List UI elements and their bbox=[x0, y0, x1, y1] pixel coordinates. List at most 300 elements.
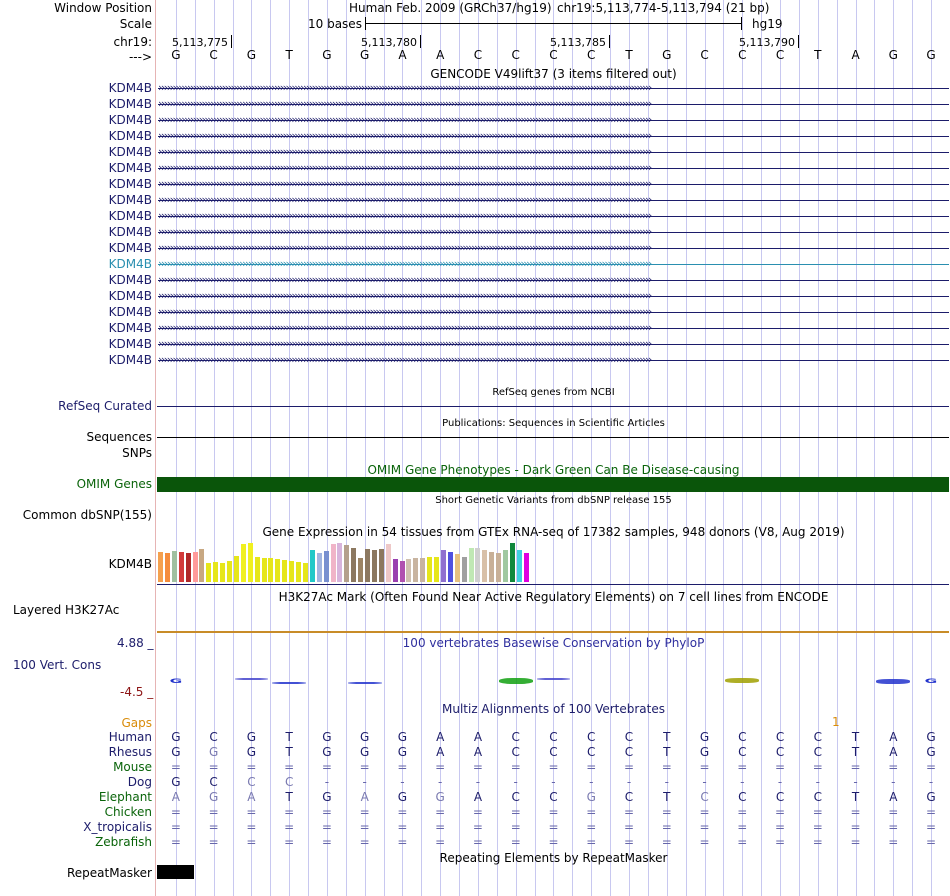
base-letter: C bbox=[738, 790, 747, 804]
gtex-tissue-bar[interactable] bbox=[227, 561, 232, 582]
base-letter: T bbox=[663, 745, 671, 759]
base-letter: C bbox=[473, 48, 483, 62]
base-letter: A bbox=[851, 48, 860, 62]
gtex-tissue-bar[interactable] bbox=[413, 558, 418, 582]
gtex-tissue-bar[interactable] bbox=[248, 543, 253, 582]
gtex-tissue-bar[interactable] bbox=[241, 544, 246, 582]
base-letter: C bbox=[624, 745, 634, 759]
conservation-glyph bbox=[235, 678, 269, 680]
gtex-tissue-bar[interactable] bbox=[255, 557, 260, 582]
gtex-tissue-bar[interactable] bbox=[179, 552, 184, 582]
strand-chevron-icon: ›››››››››››››››››››››››››››››››››››››››››››››››››››››››››››››››››››››››››››››››››››››››››››››››››››››››››››››››››››››››››››››››››››››››››››››››››››››››››››››››››››››››››› bbox=[158, 289, 651, 302]
base-letter: = bbox=[359, 820, 370, 834]
base-letter: C bbox=[587, 745, 596, 759]
scale-bar-right-tick bbox=[741, 17, 742, 30]
conservation-glyph: G bbox=[924, 676, 938, 685]
base-letter: - bbox=[626, 775, 632, 789]
gtex-tissue-bar[interactable] bbox=[475, 548, 480, 582]
base-letter: A bbox=[436, 48, 445, 62]
gtex-tissue-bar[interactable] bbox=[234, 556, 239, 582]
snps-label[interactable]: SNPs bbox=[122, 446, 152, 460]
gencode-transcript-label[interactable]: KDM4B bbox=[108, 289, 152, 303]
base-letter: C bbox=[549, 730, 558, 744]
gtex-tissue-bar[interactable] bbox=[158, 552, 163, 582]
gencode-transcript[interactable] bbox=[158, 352, 949, 368]
base-letter: G bbox=[586, 790, 596, 804]
gencode-transcript[interactable] bbox=[158, 160, 949, 176]
base-letter: C bbox=[700, 48, 709, 62]
base-letter: - bbox=[928, 775, 934, 789]
conservation-min: -4.5 _ bbox=[120, 685, 154, 699]
scale-db: hg19 bbox=[752, 17, 783, 31]
base-letter: = bbox=[321, 820, 332, 834]
gtex-tissue-bar[interactable] bbox=[427, 557, 432, 582]
base-letter: = bbox=[812, 835, 823, 849]
base-letter: = bbox=[510, 820, 521, 834]
base-letter: C bbox=[511, 790, 520, 804]
gtex-tissue-bar[interactable] bbox=[393, 559, 398, 582]
base-letter: = bbox=[548, 805, 559, 819]
base-letter: = bbox=[170, 805, 181, 819]
gencode-transcript[interactable] bbox=[158, 272, 949, 288]
base-letter: = bbox=[284, 805, 295, 819]
h3k27ac-track-title[interactable]: H3K27Ac Mark (Often Found Near Active Regulatory Elements) on 7 cell lines from ENCODE bbox=[278, 590, 829, 604]
repeatmasker-track-label[interactable]: RepeatMasker bbox=[66, 866, 152, 880]
base-letter: A bbox=[171, 790, 180, 804]
gencode-transcript[interactable] bbox=[158, 128, 949, 144]
gtex-tissue-bar[interactable] bbox=[503, 550, 508, 582]
base-letter: G bbox=[435, 790, 445, 804]
base-letter: = bbox=[472, 820, 483, 834]
gtex-tissue-bar[interactable] bbox=[462, 557, 467, 582]
base-letter: G bbox=[662, 48, 672, 62]
gtex-tissue-bar[interactable] bbox=[406, 559, 411, 582]
gtex-tissue-bar[interactable] bbox=[455, 554, 460, 582]
base-letter: = bbox=[246, 805, 257, 819]
base-letter: T bbox=[625, 48, 633, 62]
base-letter: A bbox=[889, 790, 898, 804]
strand-chevron-icon: ›››››››››››››››››››››››››››››››››››››››››››››››››››››››››››››››››››››››››››››››››››››››››››››››››››››››››››››››››››››››››››››››››››››››››››››››››››››››››››››››››››››››››› bbox=[158, 257, 651, 270]
gtex-tissue-bar[interactable] bbox=[517, 550, 522, 582]
gtex-tissue-bar[interactable] bbox=[199, 549, 204, 582]
gencode-transcript[interactable] bbox=[158, 240, 949, 256]
base-letter: = bbox=[435, 835, 446, 849]
gtex-tissue-bar[interactable] bbox=[448, 552, 453, 582]
gtex-tissue-bar[interactable] bbox=[296, 562, 301, 582]
base-letter: = bbox=[208, 820, 219, 834]
strand-chevron-icon: ›››››››››››››››››››››››››››››››››››››››››››››››››››››››››››››››››››››››››››››››››››››››››››››››››››››››››››››››››››››››››››››››››››››››››››››››››››››››››››››››››››››››››› bbox=[158, 177, 651, 190]
dbsnp-track-label[interactable]: Common dbSNP(155) bbox=[22, 508, 152, 522]
base-letter: C bbox=[511, 48, 520, 62]
conservation-max: 4.88 _ bbox=[117, 636, 154, 650]
base-letter: = bbox=[812, 760, 823, 774]
base-letter: A bbox=[473, 790, 483, 804]
base-letter: = bbox=[586, 820, 597, 834]
gtex-tissue-bar[interactable] bbox=[331, 544, 336, 582]
base-letter: T bbox=[814, 48, 822, 62]
base-letter: - bbox=[740, 775, 745, 789]
base-letter: G bbox=[246, 730, 257, 744]
gencode-transcript-label[interactable]: KDM4B bbox=[108, 161, 152, 175]
gtex-tissue-bar[interactable] bbox=[469, 548, 474, 582]
base-letter: A bbox=[436, 745, 445, 759]
base-letter: = bbox=[812, 805, 823, 819]
conservation-logo bbox=[157, 650, 950, 700]
base-letter: = bbox=[510, 760, 521, 774]
base-letter: G bbox=[208, 745, 219, 759]
strand-chevron-icon: ›››››››››››››››››››››››››››››››››››››››››››››››››››››››››››››››››››››››››››››››››››››››››››››››››››››››››››››››››››››››››››››››››››››››››››››››››››››››››››››››››››››››››› bbox=[158, 321, 651, 334]
base-letter: G bbox=[171, 48, 181, 62]
ruler-tick-label: 5,113,780 bbox=[361, 36, 417, 49]
gtex-tissue-bar[interactable] bbox=[420, 558, 425, 582]
multiz-species-label[interactable]: Dog bbox=[127, 775, 152, 789]
h3k27ac-track-label[interactable]: Layered H3K27Ac bbox=[13, 603, 120, 617]
base-letter: C bbox=[209, 48, 218, 62]
base-letter: = bbox=[623, 760, 635, 774]
gtex-tissue-bar[interactable] bbox=[441, 550, 446, 582]
gencode-transcript[interactable] bbox=[158, 144, 949, 160]
gencode-transcript-label[interactable]: KDM4B bbox=[108, 97, 152, 111]
gtex-tissue-bar[interactable] bbox=[344, 545, 349, 582]
omim-track-title[interactable]: OMIM Gene Phenotypes - Dark Green Can Be Disease-causing bbox=[367, 463, 740, 477]
gencode-transcript[interactable] bbox=[158, 336, 949, 352]
base-letter: = bbox=[661, 760, 672, 774]
gencode-transcript[interactable] bbox=[158, 256, 949, 272]
base-letter: C bbox=[284, 775, 294, 789]
gencode-transcript-label[interactable]: KDM4B bbox=[108, 241, 152, 255]
base-letter: A bbox=[473, 730, 483, 744]
gtex-tissue-bar[interactable] bbox=[186, 553, 191, 582]
base-letter: = bbox=[926, 835, 937, 849]
gtex-baseline bbox=[157, 584, 949, 585]
gencode-track-title[interactable]: GENCODE V49lift37 (3 items filtered out) bbox=[430, 67, 677, 81]
base-letter: = bbox=[397, 805, 408, 819]
repeat-element-block[interactable] bbox=[157, 865, 194, 879]
base-letter: C bbox=[813, 790, 822, 804]
base-letter: = bbox=[850, 820, 861, 834]
base-letter: C bbox=[700, 790, 709, 804]
base-letter: A bbox=[247, 790, 256, 804]
base-letter: G bbox=[397, 745, 408, 759]
omim-track-label[interactable]: OMIM Genes bbox=[76, 477, 152, 491]
base-letter: C bbox=[247, 775, 256, 789]
base-letter: = bbox=[586, 835, 597, 849]
ruler-chrom-label: chr19: bbox=[113, 35, 152, 49]
base-letter: C bbox=[624, 730, 634, 744]
base-letter: = bbox=[737, 820, 748, 834]
gencode-transcript-label[interactable]: KDM4B bbox=[108, 193, 152, 207]
base-letter: - bbox=[891, 775, 896, 789]
strand-chevron-icon: ›››››››››››››››››››››››››››››››››››››››››››››››››››››››››››››››››››››››››››››››››››››››››››››››››››››››››››››››››››››››››››››››››››››››››››››››››››››››››››››››››››››››››› bbox=[158, 161, 651, 174]
base-letter: G bbox=[397, 790, 408, 804]
refseq-track-title[interactable]: RefSeq genes from NCBI bbox=[492, 387, 615, 398]
base-letter: = bbox=[284, 820, 295, 834]
gtex-tissue-bar[interactable] bbox=[496, 553, 501, 582]
base-letter: = bbox=[246, 820, 257, 834]
gencode-transcript[interactable] bbox=[158, 320, 949, 336]
conservation-glyph bbox=[725, 678, 759, 683]
base-letter: C bbox=[209, 730, 218, 744]
base-letter: = bbox=[888, 760, 899, 774]
gtex-tissue-bar[interactable] bbox=[275, 559, 280, 582]
base-letter: = bbox=[699, 820, 710, 834]
base-letter: = bbox=[397, 760, 408, 774]
base-letter: C bbox=[813, 730, 822, 744]
base-letter: = bbox=[737, 835, 748, 849]
base-letter: = bbox=[472, 760, 483, 774]
gtex-tissue-bar[interactable] bbox=[268, 558, 273, 582]
base-letter: = bbox=[623, 805, 635, 819]
base-letter: C bbox=[775, 745, 785, 759]
gtex-tissue-bar[interactable] bbox=[310, 550, 315, 582]
conservation-track-label[interactable]: 100 Vert. Cons bbox=[13, 658, 102, 672]
gtex-bar-chart[interactable] bbox=[157, 540, 537, 582]
conservation-track-title[interactable]: 100 vertebrates Basewise Conservation by PhyloP bbox=[402, 636, 705, 650]
gtex-tissue-bar[interactable] bbox=[482, 550, 487, 582]
strand-chevron-icon: ›››››››››››››››››››››››››››››››››››››››››››››››››››››››››››››››››››››››››››››››››››››››››››››››››››››››››››››››››››››››››››››››››››››››››››››››››››››››››››››››››››››››››› bbox=[158, 353, 651, 366]
label-column-divider bbox=[155, 0, 156, 896]
base-letter: T bbox=[285, 48, 293, 62]
gencode-transcript-label[interactable]: KDM4B bbox=[108, 353, 152, 367]
base-letter: = bbox=[850, 835, 861, 849]
base-letter: = bbox=[321, 835, 332, 849]
base-letter: C bbox=[549, 790, 558, 804]
strand-chevron-icon: ›››››››››››››››››››››››››››››››››››››››››››››››››››››››››››››››››››››››››››››››››››››››››››››››››››››››››››››››››››››››››››››››››››››››››››››››››››››››››››››››››››››››››› bbox=[158, 337, 651, 350]
gtex-track-title[interactable]: Gene Expression in 54 tissues from GTEx RNA-seq of 17382 samples, 948 donors (V8, Aug 2019) bbox=[262, 525, 845, 539]
base-letter: A bbox=[889, 730, 898, 744]
base-letter: G bbox=[171, 745, 181, 759]
gencode-transcript-label[interactable]: KDM4B bbox=[108, 305, 152, 319]
gencode-transcript-label[interactable]: KDM4B bbox=[108, 177, 152, 191]
strand-chevron-icon: ›››››››››››››››››››››››››››››››››››››››››››››››››››››››››››››››››››››››››››››››››››››››››››››››››››››››››››››››››››››››››››››››››››››››››››››››››››››››››››››››››››››››››› bbox=[158, 241, 651, 254]
base-letter: G bbox=[322, 730, 332, 744]
multiz-gaps-label[interactable]: Gaps bbox=[121, 716, 152, 730]
gtex-tissue-bar[interactable] bbox=[193, 552, 198, 582]
base-letter: - bbox=[664, 775, 669, 789]
base-letter: = bbox=[926, 760, 937, 774]
base-letter: = bbox=[170, 820, 181, 834]
gencode-transcript-label[interactable]: KDM4B bbox=[108, 209, 152, 223]
base-letter: = bbox=[850, 760, 861, 774]
gencode-transcript-label[interactable]: KDM4B bbox=[108, 273, 152, 287]
omim-gene-bar[interactable] bbox=[157, 477, 949, 492]
base-letter: = bbox=[321, 805, 332, 819]
base-letter: C bbox=[813, 745, 822, 759]
base-letter: = bbox=[170, 760, 181, 774]
base-letter: C bbox=[624, 790, 634, 804]
base-letter: G bbox=[171, 775, 181, 789]
gencode-transcript-label[interactable]: KDM4B bbox=[108, 145, 152, 159]
ruler-tick bbox=[231, 35, 232, 48]
base-letter: C bbox=[549, 745, 558, 759]
base-letter: = bbox=[359, 835, 370, 849]
strand-arrow[interactable]: ---> bbox=[128, 50, 152, 64]
scale-label: Scale bbox=[119, 17, 152, 31]
base-letter: = bbox=[472, 805, 483, 819]
gtex-tissue-bar[interactable] bbox=[400, 561, 405, 582]
gencode-transcript-label[interactable]: KDM4B bbox=[108, 337, 152, 351]
gtex-tissue-bar[interactable] bbox=[379, 549, 384, 582]
gencode-transcript[interactable] bbox=[158, 224, 949, 240]
base-letter: G bbox=[926, 745, 936, 759]
multiz-species-label[interactable]: Elephant bbox=[98, 790, 152, 804]
base-letter: = bbox=[737, 805, 748, 819]
multiz-species-label[interactable]: Mouse bbox=[113, 760, 152, 774]
gtex-tissue-bar[interactable] bbox=[206, 563, 211, 582]
base-letter: = bbox=[321, 760, 332, 774]
window-coordinates[interactable]: chr19:5,113,774-5,113,794 (21 bp) bbox=[557, 1, 770, 15]
multiz-track-title[interactable]: Multiz Alignments of 100 Vertebrates bbox=[441, 702, 666, 716]
base-letter: G bbox=[322, 48, 332, 62]
window-position-label: Window Position bbox=[54, 1, 152, 15]
base-letter: = bbox=[284, 835, 295, 849]
base-letter: - bbox=[400, 775, 405, 789]
base-letter: - bbox=[362, 775, 367, 789]
gencode-transcript[interactable] bbox=[158, 176, 949, 192]
base-letter: T bbox=[285, 730, 293, 744]
gtex-tissue-bar[interactable] bbox=[220, 563, 225, 582]
gencode-transcript[interactable] bbox=[158, 96, 949, 112]
gencode-transcript-label[interactable]: KDM4B bbox=[108, 81, 152, 95]
publications-track-line bbox=[157, 437, 949, 438]
repeatmasker-track-title[interactable]: Repeating Elements by RepeatMasker bbox=[439, 851, 668, 865]
base-letter: T bbox=[851, 730, 860, 744]
gencode-transcript[interactable] bbox=[158, 80, 949, 96]
scale-bases: 10 bases bbox=[308, 17, 362, 31]
strand-chevron-icon: ›››››››››››››››››››››››››››››››››››››››››››››››››››››››››››››››››››››››››››››››››››››››››››››››››››››››››››››››››››››››››››››››››››››››››››››››››››››››››››››››››››››››››› bbox=[158, 145, 651, 158]
base-letter: = bbox=[586, 760, 597, 774]
base-letter: = bbox=[435, 820, 446, 834]
multiz-species-label[interactable]: X_tropicalis bbox=[83, 820, 152, 834]
multiz-species-label[interactable]: Zebrafish bbox=[95, 835, 152, 849]
gencode-transcript[interactable] bbox=[158, 192, 949, 208]
gencode-transcript-label[interactable]: KDM4B bbox=[108, 225, 152, 239]
base-letter: = bbox=[926, 805, 937, 819]
base-letter: C bbox=[738, 730, 747, 744]
gtex-tissue-bar[interactable] bbox=[372, 550, 377, 582]
base-letter: = bbox=[548, 820, 559, 834]
gtex-tissue-bar[interactable] bbox=[386, 544, 391, 582]
base-letter: = bbox=[926, 820, 937, 834]
gtex-tissue-bar[interactable] bbox=[337, 543, 342, 582]
publications-track-title[interactable]: Publications: Sequences in Scientific Articles bbox=[442, 418, 665, 429]
base-letter: = bbox=[435, 760, 446, 774]
gencode-transcript[interactable] bbox=[158, 288, 949, 304]
base-letter: = bbox=[699, 760, 710, 774]
base-letter: = bbox=[775, 835, 786, 849]
base-letter: G bbox=[699, 730, 710, 744]
scale-bar bbox=[365, 23, 741, 24]
gencode-transcript-label[interactable]: KDM4B bbox=[108, 129, 152, 143]
strand-chevron-icon: ›››››››››››››››››››››››››››››››››››››››››››››››››››››››››››››››››››››››››››››››››››››››››››››››››››››››››››››››››››››››››››››››››››››››››››››››››››››››››››››››››››››››››› bbox=[158, 193, 651, 206]
conservation-glyph bbox=[537, 678, 571, 680]
base-letter: = bbox=[359, 805, 370, 819]
ruler-tick-label: 5,113,785 bbox=[550, 36, 606, 49]
base-letter: = bbox=[397, 835, 408, 849]
base-letter: G bbox=[246, 745, 257, 759]
base-letter: = bbox=[397, 820, 408, 834]
base-letter: C bbox=[775, 48, 785, 62]
gtex-track-label[interactable]: KDM4B bbox=[108, 557, 152, 571]
base-letter: = bbox=[737, 760, 748, 774]
gencode-transcript-label[interactable]: KDM4B bbox=[108, 257, 152, 271]
conservation-glyph bbox=[499, 678, 533, 684]
gtex-tissue-bar[interactable] bbox=[358, 558, 363, 582]
ruler-tick bbox=[420, 35, 421, 48]
strand-chevron-icon: ›››››››››››››››››››››››››››››››››››››››››››››››››››››››››››››››››››››››››››››››››››››››››››››››››››››››››››››››››››››››››››››››››››››››››››››››››››››››››››››››››››››››››› bbox=[158, 81, 651, 94]
gtex-tissue-bar[interactable] bbox=[213, 562, 218, 582]
base-letter: = bbox=[623, 835, 635, 849]
dbsnp-track-title[interactable]: Short Genetic Variants from dbSNP release 155 bbox=[435, 495, 672, 506]
gtex-tissue-bar[interactable] bbox=[303, 563, 308, 582]
gtex-tissue-bar[interactable] bbox=[510, 543, 515, 582]
multiz-species-label[interactable]: Rhesus bbox=[108, 745, 152, 759]
gtex-tissue-bar[interactable] bbox=[172, 551, 177, 582]
base-letter: = bbox=[208, 760, 219, 774]
base-letter: G bbox=[397, 730, 408, 744]
gtex-tissue-bar[interactable] bbox=[282, 560, 287, 582]
base-letter: T bbox=[663, 790, 671, 804]
gtex-tissue-bar[interactable] bbox=[324, 551, 329, 582]
gencode-transcript[interactable] bbox=[158, 112, 949, 128]
gtex-tissue-bar[interactable] bbox=[524, 553, 529, 582]
ruler-tick bbox=[609, 35, 610, 48]
base-letter: A bbox=[436, 730, 445, 744]
publications-track-label[interactable]: Sequences bbox=[86, 430, 152, 444]
gtex-tissue-bar[interactable] bbox=[489, 552, 494, 582]
gtex-tissue-bar[interactable] bbox=[289, 561, 294, 582]
strand-chevron-icon: ›››››››››››››››››››››››››››››››››››››››››››››››››››››››››››››››››››››››››››››››››››››››››››››››››››››››››››››››››››››››››››››››››››››››››››››››››››››››››››››››››››››››››› bbox=[158, 209, 651, 222]
gtex-tissue-bar[interactable] bbox=[317, 553, 322, 582]
gtex-tissue-bar[interactable] bbox=[434, 557, 439, 582]
base-letter: = bbox=[699, 835, 710, 849]
gencode-transcript[interactable] bbox=[158, 304, 949, 320]
h3k27ac-signal-line bbox=[157, 631, 949, 633]
conservation-glyph bbox=[348, 682, 382, 684]
base-letter: = bbox=[812, 820, 823, 834]
base-letter: = bbox=[888, 805, 899, 819]
base-letter: = bbox=[208, 835, 219, 849]
base-letter: = bbox=[850, 805, 861, 819]
base-letter: = bbox=[775, 805, 786, 819]
gencode-transcript-label[interactable]: KDM4B bbox=[108, 321, 152, 335]
base-letter: A bbox=[889, 745, 898, 759]
ruler-tick bbox=[798, 35, 799, 48]
gtex-tissue-bar[interactable] bbox=[365, 549, 370, 582]
base-letter: - bbox=[589, 775, 594, 789]
base-letter: - bbox=[513, 775, 518, 789]
gencode-transcript[interactable] bbox=[158, 208, 949, 224]
gtex-tissue-bar[interactable] bbox=[165, 553, 170, 582]
base-letter: = bbox=[284, 760, 295, 774]
base-letter: = bbox=[170, 835, 181, 849]
base-letter: G bbox=[360, 730, 370, 744]
refseq-track-label[interactable]: RefSeq Curated bbox=[58, 399, 152, 413]
base-letter: = bbox=[510, 835, 521, 849]
base-letter: T bbox=[663, 730, 671, 744]
base-letter: C bbox=[511, 730, 520, 744]
multiz-species-label[interactable]: Human bbox=[108, 730, 152, 744]
gtex-tissue-bar[interactable] bbox=[262, 558, 267, 582]
base-letter: G bbox=[926, 730, 936, 744]
strand-chevron-icon: ›››››››››››››››››››››››››››››››››››››››››››››››››››››››››››››››››››››››››››››››››››››››››››››››››››››››››››››››››››››››››››››››››››››››››››››››››››››››››››››››››››››››››› bbox=[158, 305, 651, 318]
gencode-transcript-label[interactable]: KDM4B bbox=[108, 113, 152, 127]
strand-chevron-icon: ›››››››››››››››››››››››››››››››››››››››››››››››››››››››››››››››››››››››››››››››››››››››››››››››››››››››››››››››››››››››››››››››››››››››››››››››››››››››››››››››››››››››››› bbox=[158, 273, 651, 286]
multiz-species-label[interactable]: Chicken bbox=[104, 805, 152, 819]
assembly-name[interactable]: Human Feb. 2009 (GRCh37/hg19) bbox=[349, 1, 552, 15]
base-letter: T bbox=[851, 790, 860, 804]
gtex-tissue-bar[interactable] bbox=[351, 548, 356, 582]
